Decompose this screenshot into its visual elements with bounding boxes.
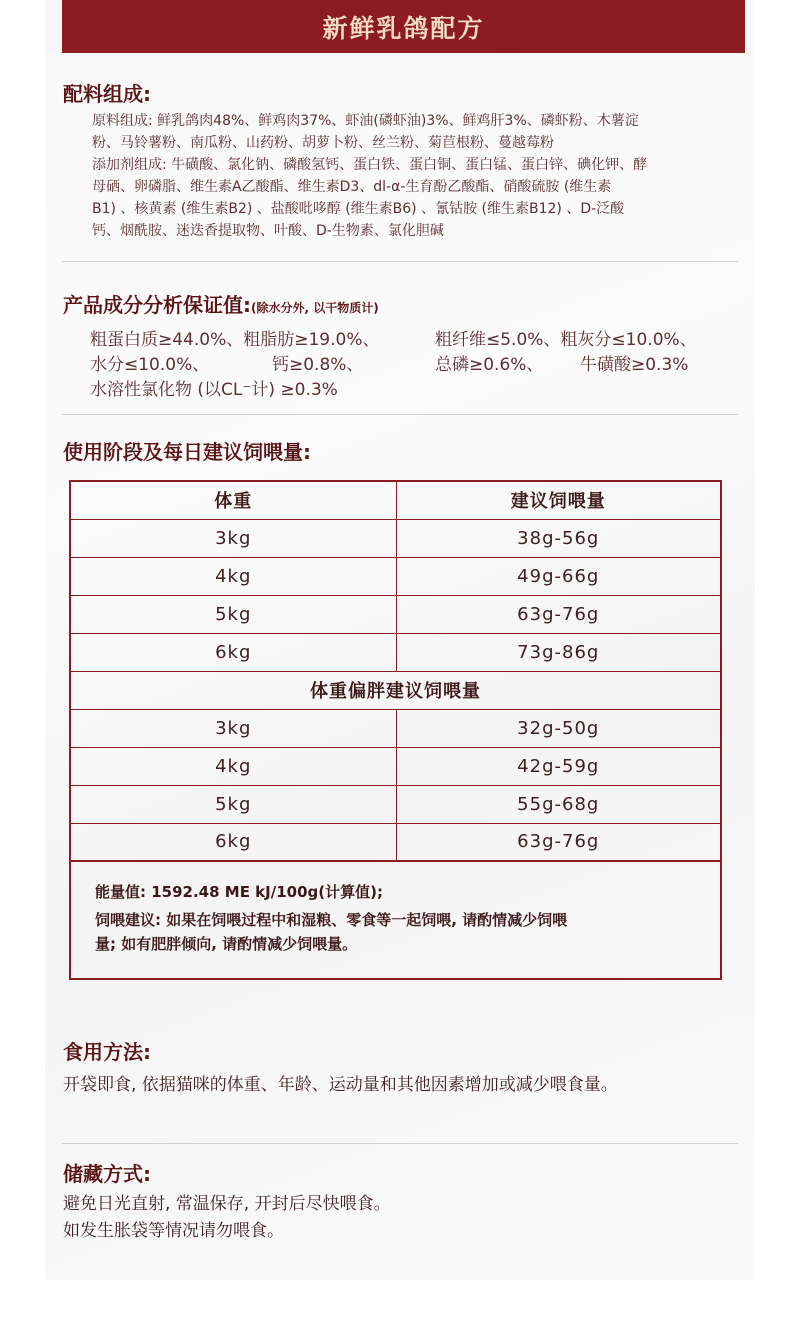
table-row	[70, 823, 721, 861]
storage-heading: 储藏方式:	[63, 1162, 151, 1186]
usage-text: 开袋即食, 依据猫咪的体重、年龄、运动量和其他因素增加或减少喂食量。	[63, 1075, 618, 1095]
analysis-heading-text: 产品成分分析保证值:	[63, 293, 251, 317]
table-header-row	[70, 481, 721, 519]
energy-value: 能量值: 1592.48 ME kJ/100g(计算值);	[95, 883, 383, 901]
divider	[62, 261, 738, 262]
analysis-item: 水溶性氯化物 (以CL⁻计) ≥0.3%	[90, 380, 338, 400]
overweight-heading: 体重偏胖建议饲喂量	[70, 671, 721, 709]
table-row	[70, 557, 721, 595]
storage-line: 如发生胀袋等情况请勿喂食。	[63, 1221, 284, 1241]
table-row	[70, 709, 721, 747]
analysis-item: 牛磺酸≥0.3%	[580, 355, 689, 375]
amount-cell: 55g-68g	[396, 785, 721, 823]
amount-cell: 38g-56g	[396, 519, 721, 557]
feeding-advice-line: 饲喂建议: 如果在饲喂过程中和湿粮、零食等一起饲喂, 请酌情减少饲喂	[95, 911, 568, 929]
feeding-advice	[95, 908, 696, 956]
table-row	[70, 595, 721, 633]
analysis-item: 粗蛋白质≥44.0%、粗脂肪≥19.0%、	[90, 330, 380, 350]
page-title: 新鲜乳鸽配方	[62, 0, 745, 53]
weight-cell: 4kg	[70, 747, 396, 785]
feeding-notes	[69, 862, 722, 980]
amount-cell: 63g-76g	[396, 823, 721, 861]
raw-ingredients-line: 粉、马铃薯粉、南瓜粉、山药粉、胡萝卜粉、丝兰粉、菊苣根粉、蔓越莓粉	[92, 135, 554, 151]
usage-heading: 食用方法:	[63, 1040, 151, 1064]
table-row	[70, 747, 721, 785]
weight-cell: 3kg	[70, 519, 396, 557]
analysis-item: 总磷≥0.6%、	[435, 355, 544, 375]
ingredients-heading: 配料组成:	[63, 82, 151, 106]
table-row	[70, 519, 721, 557]
divider	[62, 1143, 738, 1144]
weight-cell: 6kg	[70, 633, 396, 671]
amount-cell: 73g-86g	[396, 633, 721, 671]
amount-cell: 63g-76g	[396, 595, 721, 633]
table-row	[70, 785, 721, 823]
weight-cell: 5kg	[70, 785, 396, 823]
table-subheader-row	[70, 671, 721, 709]
additives-line: 添加剂组成: 牛磺酸、氯化钠、磷酸氢钙、蛋白铁、蛋白铜、蛋白锰、蛋白锌、碘化钾、酵	[92, 157, 648, 173]
feeding-table	[69, 480, 722, 862]
weight-cell: 4kg	[70, 557, 396, 595]
amount-cell: 49g-66g	[396, 557, 721, 595]
analysis-item: 粗纤维≤5.0%、粗灰分≤10.0%、	[435, 330, 697, 350]
analysis-item: 水分≤10.0%、	[90, 355, 210, 375]
weight-cell: 5kg	[70, 595, 396, 633]
storage-text	[63, 1191, 391, 1245]
analysis-heading	[63, 289, 379, 318]
storage-line: 避免日光直射, 常温保存, 开封后尽快喂食。	[63, 1194, 391, 1214]
column-header-amount: 建议饲喂量	[396, 481, 721, 519]
weight-cell: 3kg	[70, 709, 396, 747]
ingredients-text	[92, 110, 722, 242]
additives-line: 钙、烟酰胺、迷迭香提取物、叶酸、D-生物素、氯化胆碱	[92, 223, 444, 239]
amount-cell: 32g-50g	[396, 709, 721, 747]
amount-cell: 42g-59g	[396, 747, 721, 785]
weight-cell: 6kg	[70, 823, 396, 861]
raw-ingredients-line: 原料组成: 鲜乳鸽肉48%、鲜鸡肉37%、虾油(磷虾油)3%、鲜鸡肝3%、磷虾粉、木薯淀	[92, 113, 639, 129]
column-header-weight: 体重	[70, 481, 396, 519]
analysis-item: 钙≥0.8%、	[272, 355, 364, 375]
feeding-heading: 使用阶段及每日建议饲喂量:	[63, 440, 311, 464]
feeding-advice-line: 量; 如有肥胖倾向, 请酌情减少饲喂量。	[95, 935, 358, 953]
analysis-note: (除水分外, 以干物质计)	[251, 301, 379, 315]
divider	[62, 414, 738, 415]
table-row	[70, 633, 721, 671]
additives-line: 母硒、卵磷脂、维生素A乙酸酯、维生素D3、dl-α-生育酚乙酸酯、硝酸硫胺 (维生素	[92, 179, 612, 195]
additives-line: B1) 、核黄素 (维生素B2) 、盐酸吡哆醇 (维生素B6) 、氰钴胺 (维生素B12) 、D-泛酸	[92, 201, 625, 217]
